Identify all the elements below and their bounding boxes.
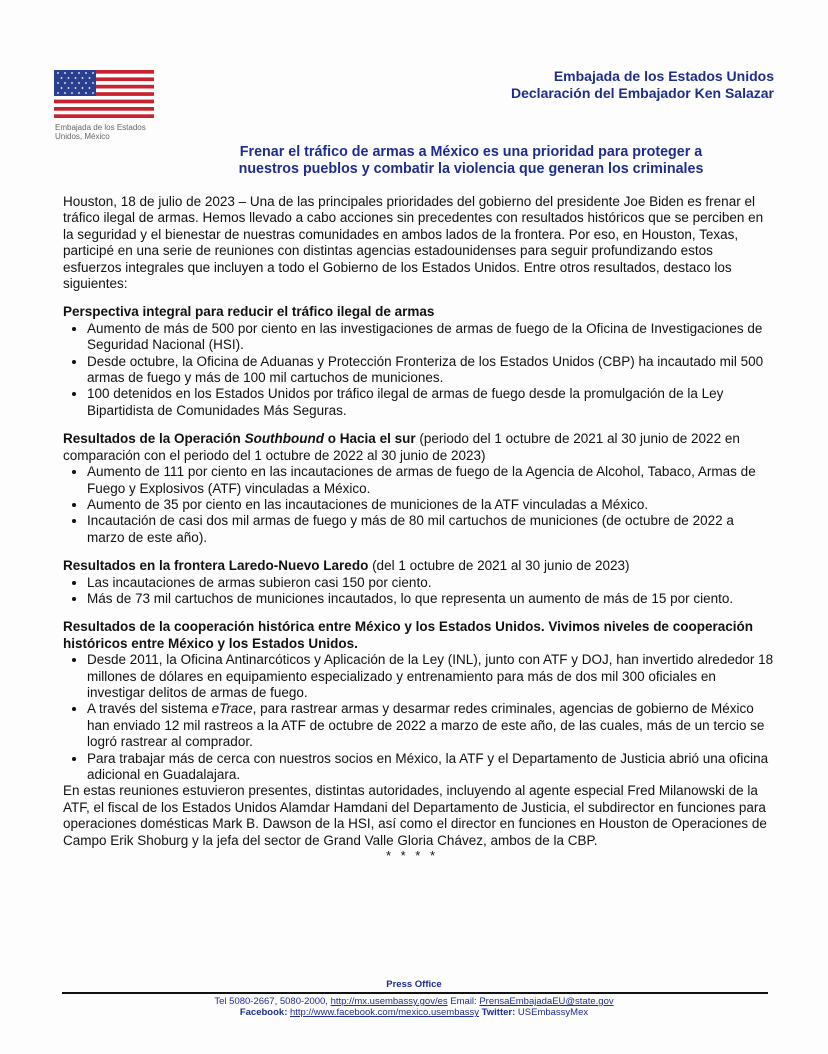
twitter-handle: USEmbassyMex: [515, 1007, 589, 1018]
list-item: • 100 detenidos en los Estados Unidos por tráfico ilegal de armas de fuego desde la promulgación de la Ley Bipartidista de Comunidades Más Seguras.: [87, 386, 775, 419]
statement-title: Declaración del Embajador Ken Salazar: [511, 85, 774, 101]
section-title-b: o Hacia el sur: [324, 431, 416, 447]
facebook-link[interactable]: http://www.facebook.com/mexico.usembassy: [290, 1007, 480, 1018]
facebook-label: Facebook:: [239, 1007, 288, 1018]
section-title: Perspectiva integral para reducir el tráfico ilegal de armas: [63, 304, 435, 320]
section-title-bold: Resultados en la frontera Laredo-Nuevo Laredo: [63, 558, 369, 574]
bullet-list: [63, 464, 775, 546]
email-label: Email:: [447, 996, 480, 1007]
footer-social-line: [0, 1007, 828, 1018]
section-cooperation: [63, 619, 775, 783]
list-item: • Para trabajar más de cerca con nuestros socios en México, la ATF y el Departamento de Justicia abrió una oficina adicional en Guadalajara.: [87, 751, 775, 784]
embassy-website-link[interactable]: http://mx.usembassy.gov/es: [330, 996, 448, 1007]
list-item: • Aumento de 111 por ciento en las incautaciones de armas de fuego de la Agencia de Alcohol, Tabaco, Armas de Fuego y Explosivos (ATF) vinculadas a México.: [87, 464, 775, 497]
section-title: Resultados de la cooperación histórica entre México y los Estados Unidos. Vivimos niveles de cooperación históricos entre México y los Estados Unidos.: [63, 619, 753, 651]
etrace-term: eTrace: [211, 701, 253, 717]
list-item: [87, 701, 775, 750]
phone-numbers: Tel 5080-2667, 5080-2000,: [214, 996, 331, 1007]
section-period: (periodo del 1 octubre de 2021 al 30 junio de 2022 en comparación con el periodo del 1 octubre de 2022 al 30 junio de 2023): [63, 431, 740, 463]
bullet-list: [63, 652, 775, 783]
list-item: • Las incautaciones de armas subieron casi 150 por ciento.: [87, 575, 775, 591]
us-flag-logo: [54, 70, 154, 118]
bullet-list: [63, 575, 775, 608]
press-office-label: Press Office: [386, 979, 442, 990]
logo-caption-line2: Unidos, México: [55, 132, 110, 141]
list-item: • Más de 73 mil cartuchos de municiones incautados, lo que representa un aumento de más de 15 por ciento.: [87, 591, 775, 607]
section-title-a: Resultados de la Operación: [63, 431, 245, 447]
end-marker: * * * *: [385, 848, 439, 864]
subject-line2: nuestros pueblos y combatir la violencia que generan los criminales: [238, 161, 704, 177]
section-period: (del 1 octubre de 2021 al 30 junio de 2023): [368, 558, 630, 574]
section-laredo: [63, 558, 775, 607]
footer-divider: [62, 992, 768, 994]
logo-caption-line1: Embajada de los Estados: [55, 123, 146, 132]
list-item: • Aumento de más de 500 por ciento en las investigaciones de armas de fuego de la Oficina de Investigaciones de Seguridad Nacional (HSI).: [87, 321, 775, 354]
embassy-name: Embajada de los Estados Unidos: [553, 68, 774, 84]
section-title: [63, 431, 775, 464]
twitter-label: Twitter:: [479, 1007, 516, 1018]
list-item: • Aumento de 35 por ciento en las incautaciones de municiones de la ATF vinculadas a México.: [87, 497, 775, 513]
etrace-text-b: , para rastrear armas y desarmar redes criminales, agencias de gobierno de México han enviado 12 mil rastreos a la ATF de octubre de 2022 a marzo de este año, de las cuales, más de un tercio se logró rastrear al comprador.: [87, 701, 765, 750]
closing-paragraph: En estas reuniones estuvieron presentes, distintas autoridades, incluyendo al agente especial Fred Milanowski de la ATF, el fiscal de los Estados Unidos Alamdar Hamdani del Departamento de Justicia, el subdirector en funciones para operaciones domésticas Mark B. Dawson de la HSI, así como el director en funciones en Houston de Operaciones de Campo Erik Shoburg y la jefa del sector de Grand Valle Gloria Chávez, ambos de la CBP.: [63, 783, 767, 848]
list-item: • Desde octubre, la Oficina de Aduanas y Protección Fronteriza de los Estados Unidos (CBP) ha incautado mil 500 armas de fuego y más de 100 mil cartuchos de municiones.: [87, 354, 775, 387]
section-southbound: [63, 431, 775, 546]
section-title-italic: Southbound: [244, 431, 325, 447]
letterhead: [511, 68, 774, 102]
list-item: • Desde 2011, la Oficina Antinarcóticos y Aplicación de la Ley (INL), junto con ATF y DOJ, han invertido alrededor 18 millones de dólares en equipamiento especializado y entrenamiento para más de dos mil 300 oficiales en investigar delitos de armas de fuego.: [87, 652, 775, 701]
footer-contact-line: [0, 996, 828, 1007]
intro-paragraph: Houston, 18 de julio de 2023 – Una de las principales prioridades del gobierno del presidente Joe Biden es frenar el tráfico ilegal de armas. Hemos llevado a cabo acciones sin precedentes con resultados históricos que se perciben en la seguridad y el bienestar de nuestras comunidades en ambos lados de la frontera. Por eso, en Houston, Texas, participé en una serie de reuniones con distintas agencias estadounidenses para seguir profundizando estos esfuerzos integrales que incluyen a todo el Gobierno de los Estados Unidos. Entre otros resultados, destaco los siguientes:: [63, 194, 764, 292]
logo-caption: [55, 123, 175, 141]
list-item: • Incautación de casi dos mil armas de fuego y más de 80 mil cartuchos de municiones (de octubre de 2022 a marzo de este año).: [87, 513, 775, 546]
bullet-list: [63, 321, 775, 419]
section-title: [63, 558, 775, 574]
etrace-text-a: A través del sistema: [87, 701, 212, 717]
subject-heading: [140, 144, 802, 178]
press-email-link[interactable]: PrensaEmbajadaEU@state.gov: [479, 996, 614, 1007]
document-body: [63, 194, 775, 864]
subject-line1: Frenar el tráfico de armas a México es una prioridad para proteger a: [239, 144, 703, 160]
section-integral: [63, 304, 775, 419]
